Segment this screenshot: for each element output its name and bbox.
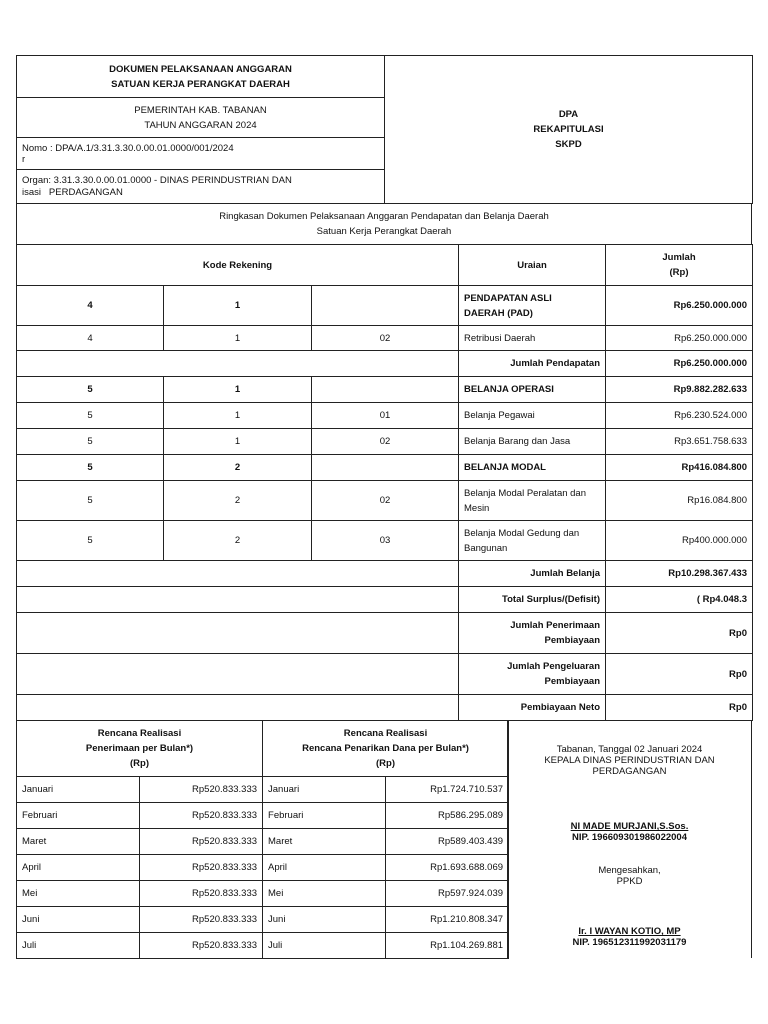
penerimaan-label-line1: Jumlah Penerimaan — [510, 620, 600, 631]
table-row — [17, 933, 509, 959]
pengeluaran-label — [459, 654, 606, 695]
table-row — [17, 855, 509, 881]
empty-cell — [17, 654, 459, 695]
dana-header-line3: (Rp) — [376, 758, 396, 769]
penerimaan-row — [17, 613, 753, 654]
pengeluaran-row — [17, 654, 753, 695]
signer2-name: Ir. I WAYAN KOTIO, MP — [578, 926, 681, 937]
dana-value: Rp597.924.039 — [386, 881, 509, 907]
table-row — [17, 326, 753, 351]
kode-2: 2 — [164, 521, 312, 561]
ppkd-label: PPKD — [616, 876, 643, 887]
table-row — [17, 429, 753, 455]
kode-2: 1 — [164, 286, 312, 326]
jumlah: Rp6.230.524.000 — [606, 403, 753, 429]
uraian: Retribusi Daerah — [459, 326, 606, 351]
uraian: BELANJA OPERASI — [459, 377, 606, 403]
gov-cell — [17, 98, 385, 138]
signature-block — [507, 720, 752, 958]
table-row — [17, 377, 753, 403]
nomor-cell — [17, 138, 385, 170]
dana-month: Mei — [263, 881, 386, 907]
penerimaan-value: Rp0 — [606, 613, 753, 654]
jumlah-pendapatan-value: Rp6.250.000.000 — [606, 351, 753, 377]
pen-month: Februari — [17, 803, 140, 829]
doc-title — [17, 56, 385, 98]
pengeluaran-label-line1: Jumlah Pengeluaran — [507, 661, 600, 672]
signer1-nip: NIP. 196609301986022004 — [572, 832, 687, 843]
empty-cell — [17, 613, 459, 654]
kode-2: 1 — [164, 377, 312, 403]
skpd-label: SKPD — [555, 139, 582, 150]
dana-month: Februari — [263, 803, 386, 829]
summary-cell — [17, 204, 752, 245]
dana-month: Juni — [263, 907, 386, 933]
penerimaan-label — [459, 613, 606, 654]
uraian-line2: Bangunan — [464, 542, 508, 554]
pen-header-line2: Penerimaan per Bulan*) — [85, 743, 194, 754]
dpa-label: DPA — [558, 109, 579, 120]
empty-cell — [17, 561, 459, 587]
pen-value: Rp520.833.333 — [140, 855, 263, 881]
jumlah-pendapatan-label: Jumlah Pendapatan — [459, 351, 606, 377]
dana-value: Rp586.295.089 — [386, 803, 509, 829]
uraian-line1: Belanja Modal Gedung dan — [464, 527, 580, 539]
kode-3: 03 — [312, 521, 459, 561]
uraian — [459, 521, 606, 561]
dana-month: Maret — [263, 829, 386, 855]
kode-3 — [312, 377, 459, 403]
kode-1: 5 — [17, 521, 164, 561]
rencana-header-row — [17, 721, 509, 777]
col-kode-rekening: Kode Rekening — [17, 245, 459, 286]
kode-2: 1 — [164, 429, 312, 455]
pen-value: Rp520.833.333 — [140, 777, 263, 803]
neto-row — [17, 695, 753, 721]
jumlah-belanja-value: Rp10.298.367.433 — [606, 561, 753, 587]
pen-month: Januari — [17, 777, 140, 803]
doc-title-line1: DOKUMEN PELAKSANAAN ANGGARAN — [109, 63, 292, 75]
pen-month: Juli — [17, 933, 140, 959]
kode-1: 4 — [17, 326, 164, 351]
position-line1: KEPALA DINAS PERINDUSTRIAN DAN — [544, 755, 715, 766]
penerimaan-label-line2: Pembiayaan — [544, 635, 600, 646]
jumlah: Rp16.084.800 — [606, 481, 753, 521]
surplus-label: Total Surplus/(Defisit) — [459, 587, 606, 613]
neto-label: Pembiayaan Neto — [459, 695, 606, 721]
col-jumlah-unit: (Rp) — [669, 267, 689, 278]
surplus-row — [17, 587, 753, 613]
kode-2: 1 — [164, 403, 312, 429]
jumlah: Rp400.000.000 — [606, 521, 753, 561]
uraian-line1: Belanja Modal Peralatan dan — [464, 487, 587, 499]
pen-month: April — [17, 855, 140, 881]
penerimaan-header — [17, 721, 263, 777]
kode-3: 02 — [312, 429, 459, 455]
nomor-suffix: r — [22, 153, 26, 165]
kode-1: 5 — [17, 377, 164, 403]
bottom-section — [16, 720, 752, 960]
col-jumlah — [606, 245, 753, 286]
dana-month: Juli — [263, 933, 386, 959]
table-row — [17, 286, 753, 326]
jumlah: Rp6.250.000.000 — [606, 286, 753, 326]
nomor-text: Nomo : DPA/A.1/3.31.3.30.0.00.01.0000/001/2024 — [22, 142, 234, 154]
position-line2: PERDAGANGAN — [592, 766, 667, 777]
kode-1: 5 — [17, 455, 164, 481]
header-table — [16, 55, 753, 204]
table-row — [17, 907, 509, 933]
organ-line2: isasi PERDAGANGAN — [22, 186, 123, 198]
surplus-value: ( Rp4.048.3 — [606, 587, 753, 613]
kode-1: 4 — [17, 286, 164, 326]
rekap-header-row — [17, 245, 753, 286]
dpa-document — [16, 55, 752, 960]
doc-title-line2: SATUAN KERJA PERANGKAT DAERAH — [111, 78, 290, 90]
kode-3 — [312, 455, 459, 481]
signer2-nip: NIP. 196512311992031179 — [572, 937, 687, 948]
pen-value: Rp520.833.333 — [140, 803, 263, 829]
uraian: Belanja Pegawai — [459, 403, 606, 429]
table-row — [17, 777, 509, 803]
summary-line1: Ringkasan Dokumen Pelaksanaan Anggaran Pendapatan dan Belanja Daerah — [219, 211, 549, 222]
pen-month: Juni — [17, 907, 140, 933]
col-uraian: Uraian — [459, 245, 606, 286]
pen-month: Maret — [17, 829, 140, 855]
jumlah: Rp6.250.000.000 — [606, 326, 753, 351]
dana-header-line2: Rencana Penarikan Dana per Bulan*) — [302, 743, 469, 754]
col-jumlah-label: Jumlah — [662, 252, 696, 263]
pen-value: Rp520.833.333 — [140, 881, 263, 907]
jumlah: Rp416.084.800 — [606, 455, 753, 481]
penarikan-header — [263, 721, 509, 777]
dana-header-line1: Rencana Realisasi — [343, 728, 428, 739]
dpa-label-cell — [385, 56, 753, 204]
kode-2: 1 — [164, 326, 312, 351]
pen-header-line1: Rencana Realisasi — [97, 728, 182, 739]
neto-value: Rp0 — [606, 695, 753, 721]
pen-value: Rp520.833.333 — [140, 907, 263, 933]
dana-month: Januari — [263, 777, 386, 803]
uraian: BELANJA MODAL — [459, 455, 606, 481]
dana-value: Rp1.724.710.537 — [386, 777, 509, 803]
pen-month: Mei — [17, 881, 140, 907]
dana-value: Rp1.693.688.069 — [386, 855, 509, 881]
table-row — [17, 881, 509, 907]
jumlah-belanja-row — [17, 561, 753, 587]
signer1-name: NI MADE MURJANI,S.Sos. — [570, 821, 689, 832]
table-row — [17, 803, 509, 829]
kode-2: 2 — [164, 481, 312, 521]
summary-line2: Satuan Kerja Perangkat Daerah — [316, 226, 452, 237]
approve-label: Mengesahkan, — [598, 865, 661, 876]
gov-name: PEMERINTAH KAB. TABANAN — [134, 104, 267, 116]
uraian — [459, 286, 606, 326]
table-row — [17, 455, 753, 481]
rekapitulasi-label: REKAPITULASI — [533, 124, 604, 135]
pen-value: Rp520.833.333 — [140, 933, 263, 959]
pen-header-line3: (Rp) — [130, 758, 149, 769]
organ-line1: Organ: 3.31.3.30.0.00.01.0000 - DINAS PERINDUSTRIAN DAN — [22, 174, 292, 186]
table-row — [17, 403, 753, 429]
dana-value: Rp589.403.439 — [386, 829, 509, 855]
fiscal-year: TAHUN ANGGARAN 2024 — [144, 119, 257, 131]
uraian-line2: DAERAH (PAD) — [464, 307, 533, 319]
dana-value: Rp1.104.269.881 — [386, 933, 509, 959]
table-row — [17, 481, 753, 521]
summary-table — [16, 203, 752, 245]
empty-cell — [17, 587, 459, 613]
rencana-table — [16, 720, 509, 959]
table-row — [17, 521, 753, 561]
pen-value: Rp520.833.333 — [140, 829, 263, 855]
kode-1: 5 — [17, 429, 164, 455]
kode-3: 02 — [312, 481, 459, 521]
jumlah-belanja-label: Jumlah Belanja — [459, 561, 606, 587]
kode-2: 2 — [164, 455, 312, 481]
uraian-line2: Mesin — [464, 502, 490, 514]
organ-cell — [17, 170, 385, 204]
jumlah: Rp3.651.758.633 — [606, 429, 753, 455]
dana-value: Rp1.210.808.347 — [386, 907, 509, 933]
jumlah-pendapatan-row — [17, 351, 753, 377]
place-date: Tabanan, Tanggal 02 Januari 2024 — [556, 744, 703, 755]
pengeluaran-value: Rp0 — [606, 654, 753, 695]
pengeluaran-label-line2: Pembiayaan — [544, 676, 600, 687]
rekap-table — [16, 244, 753, 721]
empty-cell — [17, 695, 459, 721]
kode-3: 02 — [312, 326, 459, 351]
empty-cell — [17, 351, 459, 377]
jumlah: Rp9.882.282.633 — [606, 377, 753, 403]
uraian — [459, 481, 606, 521]
uraian: Belanja Barang dan Jasa — [459, 429, 606, 455]
table-row — [17, 829, 509, 855]
dana-month: April — [263, 855, 386, 881]
uraian-line1: PENDAPATAN ASLI — [464, 292, 552, 304]
kode-1: 5 — [17, 481, 164, 521]
kode-1: 5 — [17, 403, 164, 429]
kode-3 — [312, 286, 459, 326]
kode-3: 01 — [312, 403, 459, 429]
